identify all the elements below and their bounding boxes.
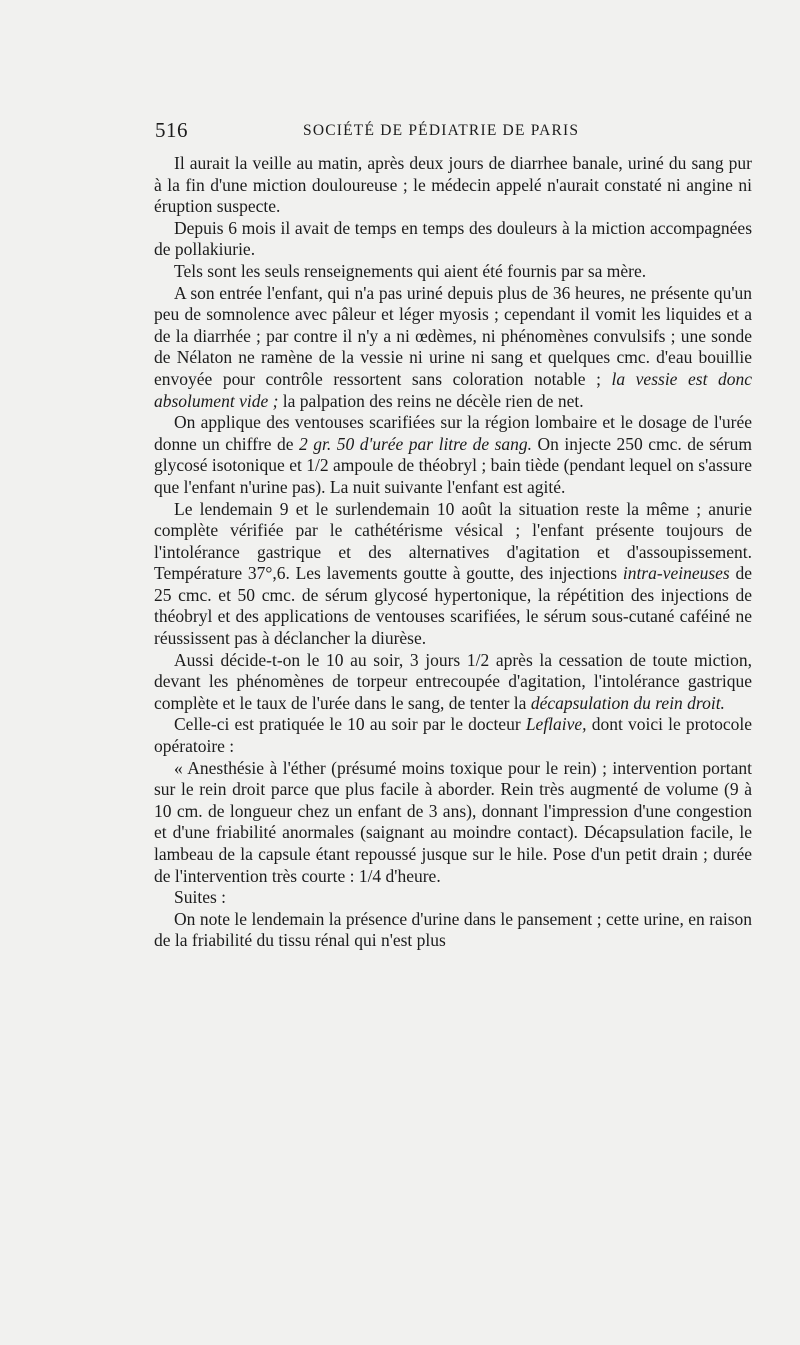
running-head: SOCIÉTÉ DE PÉDIATRIE DE PARIS [303,122,580,139]
italic-text: intra-veineuses [622,563,730,584]
text-segment: dont voici le protocole opératoire : [154,714,752,757]
page-number: 516 [155,118,188,142]
text-segment: On note le lendemain la présence d'urine dans le pansement ; cette urine, en raison de la friabilité du tissu rénal qui n'est plus [154,908,752,951]
text-segment: Depuis 6 mois il avait de temps en temps des douleurs à la miction accompagnées de pollakiurie. [154,217,752,260]
paragraph [154,714,752,757]
page-header [155,118,752,142]
text-segment: Suites : [174,887,227,908]
paragraph [154,909,752,952]
text-segment: Il aurait la veille au matin, après deux jours de diarrhee banale, uriné du sang pur à la fin d'une miction douloureuse ; le médecin appelé n'aurait constaté ni angine ni éruption suspecte. [154,153,752,217]
text-segment: A son entrée l'enfant, qui n'a pas uriné depuis plus de 36 heures, ne présente qu'un peu de somnolence avec pâleur et léger myosis ; cependant il vomit les liquides et a de la diarrhée ; par contre il n'y a ni œdèmes, ni phénomènes convulsifs ; une sonde de Nélaton ne ramène de la vessie ni urine ni sang et quelques cmc. d'eau bouillie envoyée pour contrôle ressortent sans coloration notable ; [154,282,752,389]
paragraph [154,758,752,888]
italic-text: décapsulation du rein droit. [530,692,725,713]
italic-text: Leflaive, [525,714,587,735]
text-segment: de 25 cmc. et 50 cmc. de sérum glycosé hypertonique, la répétition des injections de théobryl et des applications de ventouses scarifiées, le sérum sous-cutané caféiné ne réussissent pas à déclancher la diurèse. [154,563,752,649]
text-segment: Celle-ci est pratiquée le 10 au soir par le docteur [174,714,526,735]
text-segment: On applique des ventouses scarifiées sur la région lombaire et le dosage de l'urée donne un chiffre de [154,412,752,454]
body-text [154,153,752,952]
text-segment: Tels sont les seuls renseignements qui aient été fournis par sa mère. [174,260,647,281]
paragraph [154,261,752,283]
text-segment: Le lendemain 9 et le surlendemain 10 août la situation reste la même ; anurie complète vérifiée par le cathétérisme vésical ; l'enfant présente toujours de l'intolérance gastrique et des alternatives d'agitation et d'assoupissement. Température 37°,6. Les lavements goutte à goutte, des injections [154,498,752,584]
text-segment: Aussi décide-t-on le 10 au soir, 3 jours 1/2 après la cessation de toute miction, devant les phénomènes de torpeur entrecoupée d'agitation, l'intolérance gastrique complète et le taux de l'urée dans le sang, de tenter la [154,649,752,713]
italic-text: 2 gr. 50 d'urée par litre de sang. [299,433,533,454]
italic-text: la vessie est donc absolument vide ; [154,368,752,411]
paragraph [154,650,752,715]
paragraph [154,218,752,261]
paragraph [154,412,752,498]
paragraph [154,153,752,218]
text-segment: « Anesthésie à l'éther (présumé moins toxique pour le rein) ; intervention portant sur le rein droit parce que plus facile à aborder. Rein très augmenté de volume (9 à 10 cm. de longueur chez un enfant de 3 ans), donnant l'impression d'une congestion et d'une friabilité anormales (saignant au moindre contact). Décapsulation facile, le lambeau de la capsule étant repoussé jusque sur le hile. Pose d'un petit drain ; durée de l'intervention très courte : 1/4 d'heure. [154,757,752,886]
paragraph [154,887,752,909]
paragraph [154,499,752,650]
text-segment: On injecte 250 cmc. de sérum glycosé isotonique et 1/2 ampoule de théobryl ; bain tiède (pendant lequel on s'assure que l'enfant n'urine pas). La nuit suivante l'enfant est agité. [154,433,752,497]
text-segment: la palpation des reins ne décèle rien de net. [278,390,584,411]
paragraph [154,283,752,413]
